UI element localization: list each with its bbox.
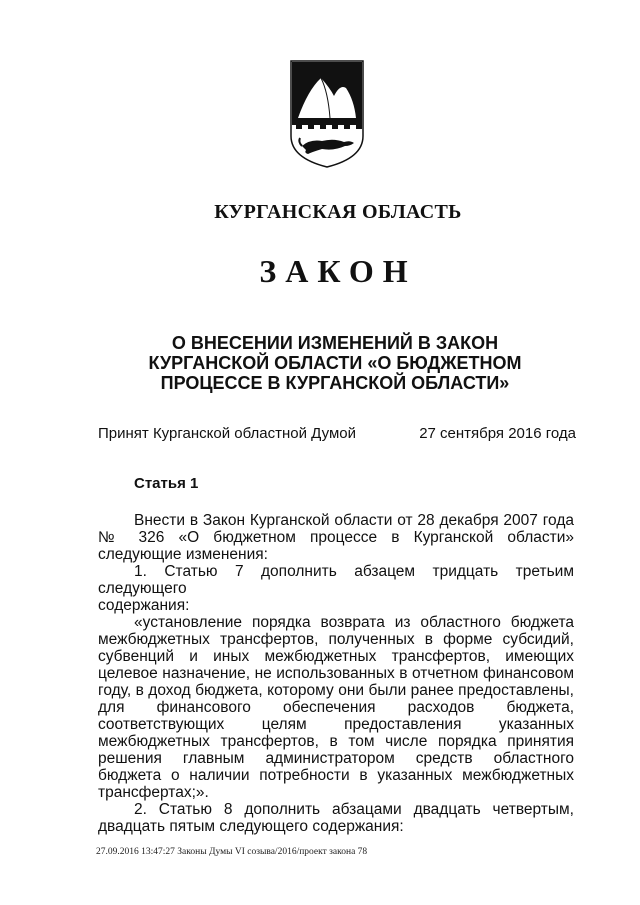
article-heading: Статья 1 <box>134 475 199 492</box>
article-paragraph: двадцать пятым следующего содержания: <box>98 818 404 835</box>
adoption-text: Принят Курганской областной Думой <box>98 425 356 442</box>
footer-stamp: 27.09.2016 13:47:27 Законы Думы VI созыва/2016/проект закона 78 <box>96 847 368 857</box>
article-paragraph: Внести в Закон Курганской области от 28 декабря 2007 года <box>134 512 574 529</box>
adoption-date: 27 сентября 2016 года <box>419 425 576 442</box>
article-paragraph: содержания: <box>98 597 190 614</box>
article-paragraph: № 326 «О бюджетном процессе в Курганской области» следующие изменения: <box>98 529 574 563</box>
region-name: КУРГАНСКАЯ ОБЛАСТЬ <box>214 201 462 223</box>
law-word: ЗАКОН <box>259 253 417 289</box>
law-title: О ВНЕСЕНИИ ИЗМЕНЕНИЙ В ЗАКОН КУРГАНСКОЙ ОБЛАСТИ «О БЮДЖЕТНОМ ПРОЦЕССЕ В КУРГАНСКОЙ ОБЛАСТИ» <box>148 333 522 393</box>
coat-of-arms-icon <box>288 58 366 170</box>
article-body <box>98 512 574 835</box>
article-paragraph: 2. Статью 8 дополнить абзацами двадцать четвертым, <box>134 801 574 818</box>
article-paragraph: 1. Статью 7 дополнить абзацем тридцать третьим следующего <box>98 563 574 597</box>
article-paragraph: «установление порядка возврата из областного бюджета межбюджетных трансфертов, полученных в форме субсидий, субвенций и иных межбюджетных трансфертов, имеющих целевое назначение, не использованных в отчетном финансовом году, в доход бюджета, которому они были ранее предоставлены, для финансового обеспечения расходов бюджета, соответствующих целям предоставления указанных межбюджетных трансфертов, в том числе порядка принятия решения главным администратором средств областного бюджета о наличии потребности в указанных межбюджетных трансфертах;». <box>98 614 574 801</box>
